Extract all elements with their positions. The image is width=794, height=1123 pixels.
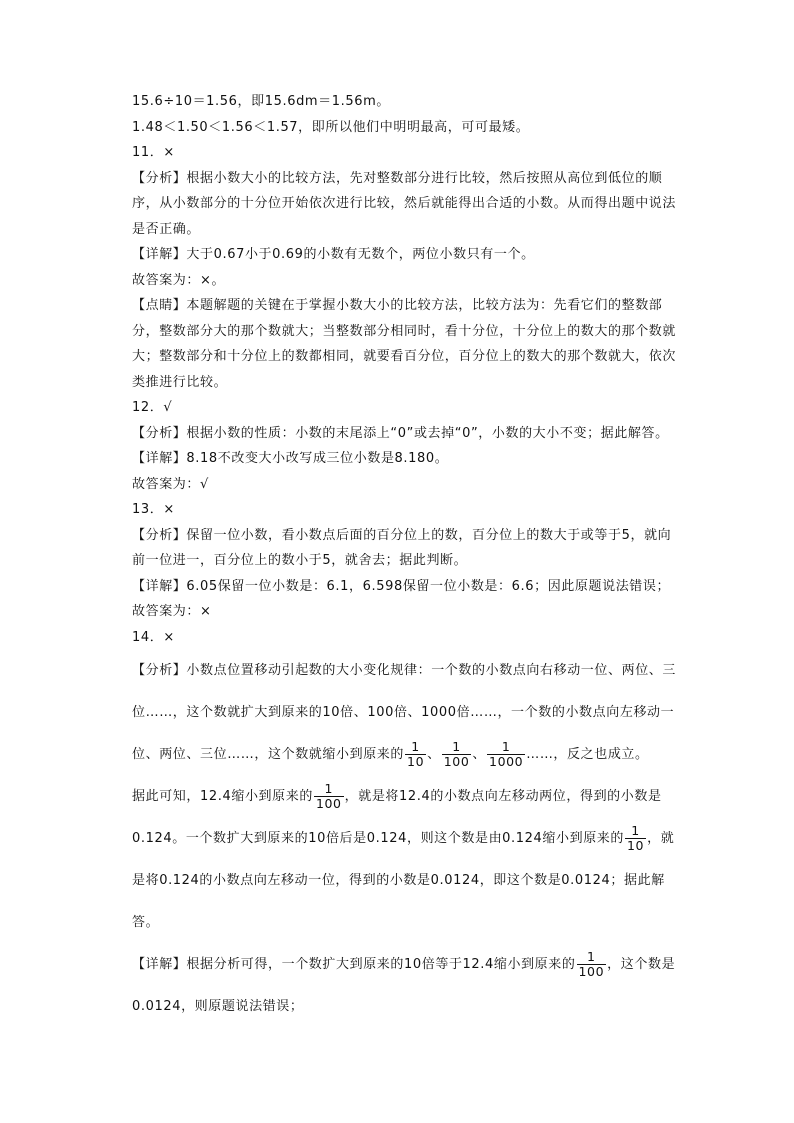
fraction-denominator: 100 [443,754,470,769]
detail-line: 【详解】6.05保留一位小数是：6.1，6.598保留一位小数是：6.6；因此原题说法错误； [132,578,671,594]
answer-line: 故答案为：× [132,604,212,619]
fraction-numerator: 1 [324,781,334,796]
question-number: 13．× [132,502,175,517]
question-number: 11．× [132,145,175,160]
question-number: 14．× [132,629,175,645]
fraction [625,824,646,853]
text-segment: 【分析】小数点位置移动引起数的大小变化规律：一个数的小数点向右移动一位、两位、三位……，这个数就扩大到原来的10倍、100倍、1000倍……，一个数的小数点向左移动一位、两位、三位……，这个数就缩小到原来的 [132,663,677,762]
comment-paragraph: 【点睛】本题解题的关键在于掌握小数大小的比较方法，比较方法为：先看它们的整数部分，整数部分大的那个数就大；当整数部分相同时，看十分位，十分位上的数大的那个数就大；整数部分和十分位上的数都相同，就要看百分位，百分位上的数大的那个数就大，依次类推进行比较。 [132,298,677,390]
analysis-paragraph: 【分析】根据小数的性质：小数的末尾添上“0”或去掉“0”，小数的大小不变；据此解答。 [132,425,669,441]
detail-line: 【详解】大于0.67小于0.69的小数有无数个，两位小数只有一个。 [132,247,535,262]
analysis-paragraph: 【分析】根据小数大小的比较方法，先对整数部分进行比较，然后按照从高位到低位的顺序，从小数部分的十分位开始依次进行比较，然后就能得出合适的小数。从而得出题中说法是否正确。 [132,170,677,237]
detail-paragraph-with-fractions [132,944,677,1028]
fraction-denominator: 100 [315,796,342,811]
analysis-paragraph: 【分析】保留一位小数，看小数点后面的百分位上的数，百分位上的数大于或等于5，就向前一位进一，百分位上的数小于5，就舍去；据此判断。 [132,527,672,568]
answer-line: 故答案为：×。 [132,272,226,288]
fraction-denominator: 10 [627,838,645,853]
text-line: 1.48＜1.50＜1.56＜1.57，即所以他们中明明最高，可可最矮。 [132,119,530,135]
detail-line: 【详解】8.18不改变大小改写成三位小数是8.180。 [132,451,449,466]
fraction-numerator: 1 [587,949,596,964]
fraction [577,950,607,979]
question-number: 12．√ [132,400,173,415]
fraction [442,740,472,769]
text-segment: ，就是将12.4的小数点向左移动两位，得到的小数是0.124。一个数扩大到原来的10倍后是0.124，则这个数是由0.124缩小到原来的 [132,789,662,846]
fraction-denominator: 10 [407,754,425,769]
text-segment: ……，反之也成立。 [526,747,649,762]
fraction [487,740,525,769]
fraction-numerator: 1 [452,739,461,754]
fraction [405,740,426,769]
answer-line: 故答案为：√ [132,476,209,492]
text-segment: 【详解】根据分析可得，一个数扩大到原来的10倍等于12.4缩小到原来的 [132,957,576,972]
text-segment: 、 [427,747,441,762]
text-line: 15.6÷10＝1.56，即15.6dm＝1.56m。 [132,94,390,109]
text-segment: ，就是将0.124的小数点向左移动一位，得到的小数是0.0124，即这个数是0.0124；据此解答。 [132,831,675,930]
text-segment: 、 [472,747,487,762]
analysis-paragraph-with-fractions [132,650,677,776]
text-segment: 据此可知，12.4缩小到原来的 [132,789,313,804]
fraction-denominator: 100 [578,964,605,979]
fraction-numerator: 1 [411,739,420,754]
fraction-numerator: 1 [501,739,511,754]
fraction-numerator: 1 [631,823,640,838]
text-segment: ，这个数是0.0124，则原题说法错误； [132,957,676,1014]
fraction [314,782,344,811]
document-body [132,89,677,1028]
fraction-denominator: 1000 [489,754,524,769]
reasoning-paragraph-with-fractions [132,776,677,944]
